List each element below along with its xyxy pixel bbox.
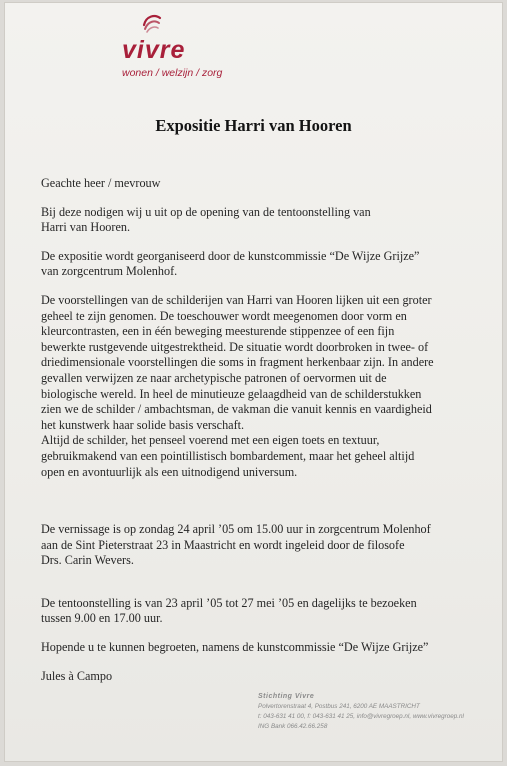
paragraph-description: De voorstellingen van de schilderijen van Harri van Hooren lijken uit een groter geheel te zijn genomen. De toeschouwer wordt meegenomen door vorm en kleurcontrasten, een in één beweging meesturende stippenzee of een fijn bewerkte rustgevende uitgestrektheid. De situatie wordt doorbroken in twee- of driedimensionale voorstellingen die soms in fragment herkenbaar zijn. In andere gevallen verwijzen ze naar archetypische patronen of oervormen uit de biologische wereld. In heel de minutieuze gelaagdheid van de schilderstukken zien we de schilder / ambachtsman, de vakman die vanuit kennis en vaardigheid het kunstwerk haar solide basis verschaft. Altijd de schilder, het penseel voerend met een eigen toets en textuur, gebruikmakend van een pointillistisch bombardement, maar het geheel altijd open en avontuurlijk als een uitnodigend universum. <box>41 292 434 479</box>
paragraph-invitation: Bij deze nodigen wij u uit op de opening van de tentoonstelling van Harri van Hooren. <box>41 204 371 235</box>
footer-contact: t: 043-631 41 00, f: 043-631 41 25, info@vivregroep.nl, www.vivregroep.nl <box>258 713 464 720</box>
footer-org: Stichting Vivre <box>258 693 315 700</box>
logo-tagline: wonen / welzijn / zorg <box>122 67 223 79</box>
document-title: Expositie Harri van Hooren <box>155 116 352 135</box>
paragraph-organizer: De expositie wordt georganiseerd door de kunstcommissie “De Wijze Grijze” van zorgcentrum Molenhof. <box>41 248 420 279</box>
logo-wordmark: vivre <box>122 36 186 64</box>
footer-address: Polvertorenstraat 4, Postbus 241, 6200 AE MAASTRICHT <box>258 703 420 710</box>
logo-swirl-icon <box>140 12 162 34</box>
letterhead-footer <box>258 692 464 732</box>
letter-body <box>41 176 481 684</box>
letter-page <box>4 2 503 762</box>
signature: Jules à Campo <box>41 668 113 683</box>
paragraph-opening-hours: De tentoonstelling is van 23 april ’05 tot 27 mei ’05 en dagelijks te bezoeken tussen 9.00 en 17.00 uur. <box>41 595 417 626</box>
paragraph-closing: Hopende u te kunnen begroeten, namens de kunstcommissie “De Wijze Grijze” <box>41 640 429 655</box>
paragraph-vernissage: De vernissage is op zondag 24 april ’05 om 15.00 uur in zorgcentrum Molenhof aan de Sint Pieterstraat 23 in Maastricht en wordt ingeleid door de filosofe Drs. Carin Wevers. <box>41 522 431 568</box>
greeting: Geachte heer / mevrouw <box>41 176 161 190</box>
footer-bank: ING Bank 066.42.66.258 <box>258 723 328 730</box>
vivre-logo <box>122 12 262 84</box>
